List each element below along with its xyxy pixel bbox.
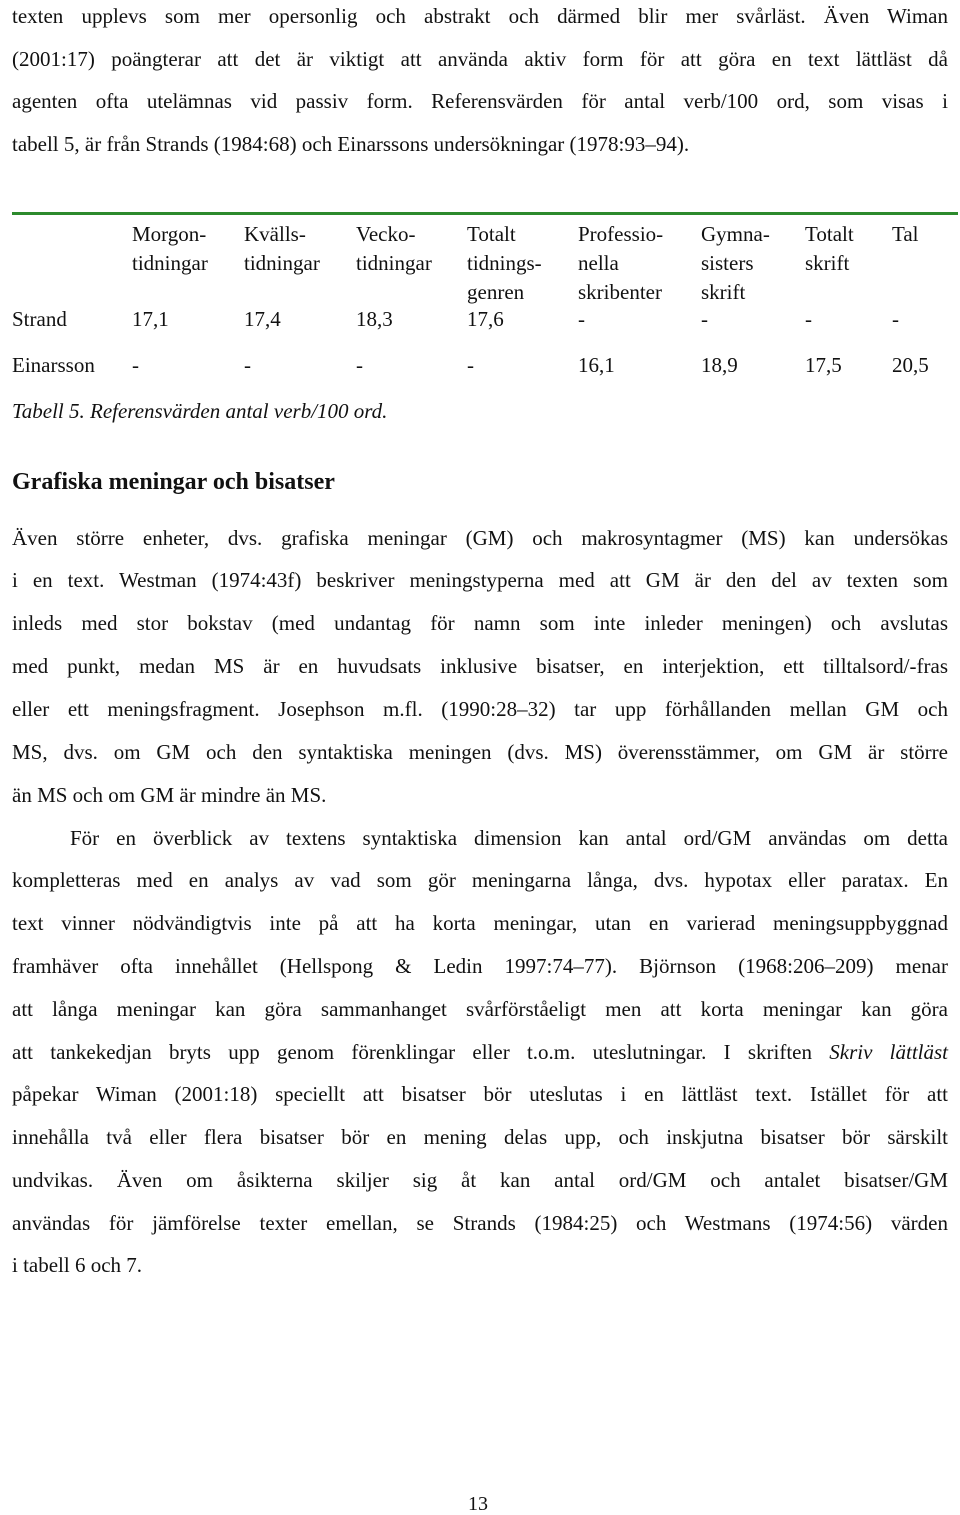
column-header: Morgon- tidningar — [132, 222, 208, 275]
text-line: texten upplevs som mer opersonlig och abstrakt och därmed blir mer svårläst. Även Wiman — [12, 4, 948, 28]
text-line: i tabell 6 och 7. — [12, 1253, 143, 1277]
table-cell: - — [467, 353, 474, 377]
table-cell: 17,6 — [467, 307, 504, 331]
text-line: med punkt, medan MS är en huvudsats inklusive bisatser, en interjektion, ett tilltalsord/-fras — [12, 654, 948, 678]
text-line: (2001:17) poängterar att det är viktigt att använda aktiv form för att göra en text lättläst då — [12, 47, 948, 71]
text-line: än MS och om GM är mindre än MS. — [12, 783, 327, 807]
row-label: Einarsson — [12, 353, 95, 377]
column-header: Totalt skrift — [805, 222, 854, 275]
table-cell: - — [356, 353, 363, 377]
table-cell: 17,5 — [805, 353, 842, 377]
column-header: Tal — [892, 222, 919, 246]
column-header: Kvälls- tidningar — [244, 222, 320, 275]
table-cell: - — [578, 307, 585, 331]
text-line: att långa meningar kan göra sammanhanget svårförståeligt men att korta meningar kan göra — [12, 997, 948, 1021]
text-run: att tankekedjan bryts upp genom förenklingar eller t.o.m. uteslutningar. I skriften — [12, 1040, 830, 1064]
book-title: Skriv lättläst — [829, 1040, 948, 1064]
text-line: eller ett meningsfragment. Josephson m.fl. (1990:28–32) tar upp förhållanden mellan GM och — [12, 697, 948, 721]
text-line: För en överblick av textens syntaktiska dimension kan antal ord/GM användas om detta — [70, 826, 948, 850]
table-cell: - — [701, 307, 708, 331]
text-line: påpekar Wiman (2001:18) speciellt att bisatser bör uteslutas i en lättläst text. Istället för att — [12, 1082, 948, 1106]
table-cell: 17,1 — [132, 307, 169, 331]
text-line: framhäver ofta innehållet (Hellspong & Ledin 1997:74–77). Björnson (1968:206–209) menar — [12, 954, 948, 978]
text-line: kompletteras med en analys av vad som gör meningarna långa, dvs. hypotax eller paratax. En — [12, 868, 948, 892]
text-line: användas för jämförelse texter emellan, se Strands (1984:25) och Westmans (1974:56) värden — [12, 1211, 948, 1235]
table-cell: 18,9 — [701, 353, 738, 377]
table-top-rule — [12, 212, 958, 215]
text-line: agenten ofta utelämnas vid passiv form. Referensvärden för antal verb/100 ord, som visas i — [12, 89, 948, 113]
column-header: Professio- nella skribenter — [578, 222, 664, 304]
text-line: Även större enheter, dvs. grafiska meningar (GM) och makrosyntagmer (MS) kan undersökas — [12, 526, 948, 550]
table-cell: - — [805, 307, 812, 331]
text-line: tabell 5, är från Strands (1984:68) och Einarssons undersökningar (1978:93–94). — [12, 132, 690, 156]
row-label: Strand — [12, 307, 67, 331]
table-cell: 18,3 — [356, 307, 393, 331]
text-line: MS, dvs. om GM och den syntaktiska meningen (dvs. MS) överensstämmer, om GM är större — [12, 740, 948, 764]
column-header: Totalt tidnings- genren — [467, 222, 542, 304]
column-header: Vecko- tidningar — [356, 222, 432, 275]
table-cell: - — [132, 353, 139, 377]
table-cell: 20,5 — [892, 353, 929, 377]
table-cell: - — [244, 353, 251, 377]
table-cell: - — [892, 307, 899, 331]
text-line — [12, 1042, 948, 1063]
table-cell: 17,4 — [244, 307, 281, 331]
text-line: inleds med stor bokstav (med undantag för namn som inte inleder meningen) och avslutas — [12, 611, 948, 635]
column-header: Gymna- sisters skrift — [701, 222, 770, 304]
page-number: 13 — [468, 1493, 488, 1515]
text-line: text vinner nödvändigtvis inte på att ha korta meningar, utan en varierad meningsuppbyggnad — [12, 911, 948, 935]
table-cell: 16,1 — [578, 353, 615, 377]
text-line: i en text. Westman (1974:43f) beskriver meningstyperna med att GM är den del av texten som — [12, 568, 948, 592]
table-caption: Tabell 5. Referensvärden antal verb/100 ord. — [12, 399, 388, 423]
section-heading: Grafiska meningar och bisatser — [12, 469, 335, 495]
text-line: innehålla två eller flera bisatser bör en mening delas upp, och inskjutna bisatser bör särskilt — [12, 1125, 948, 1149]
text-line: undvikas. Även om åsikterna skiljer sig åt kan antal ord/GM och antalet bisatser/GM — [12, 1168, 948, 1192]
